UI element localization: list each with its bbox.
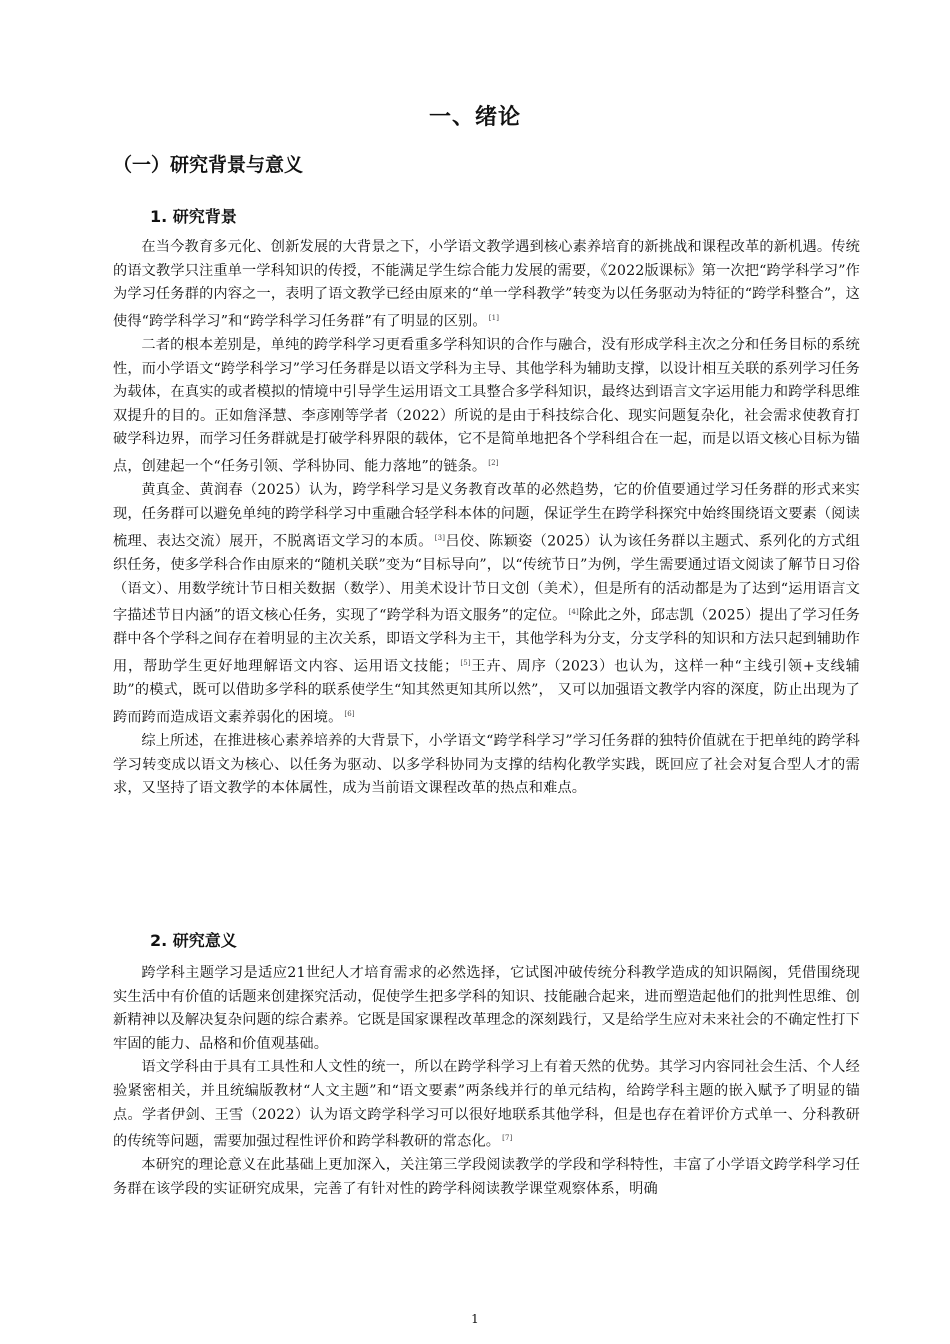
paragraph [113,962,860,1056]
paragraph [113,1056,860,1154]
paragraph-text: 本研究的理论意义在此基础上更加深入，关注第三学段阅读教学的学段和学科特性，丰富了小学语文跨学科学习任务群在该学段的实证研究成果，完善了有针对性的跨学科阅读教学课堂观察体系，明确 [113,1157,860,1198]
subsection-title-significance: 2. 研究意义 [150,931,237,950]
citation: [1] [488,313,500,322]
chapter-title: 一、绪论 [428,105,521,130]
paragraph-text: 在当今教育多元化、创新发展的大背景之下，小学语文教学遇到核心素养培育的新挑战和课程改革的新机遇。传统的语文教学只注重单一学科知识的传授，不能满足学生综合能力发展的需要，《2022版课标》第一次把“跨学科学习”作为学习任务群的内容之一，表明了语文教学已经由原来的“单一学科教学”转变为以任务驱动为特征的“跨学科整合”，这使得“跨学科学习”和“跨学科学习任务群”有了明显的区别。 [113,239,860,330]
citation: [5] [460,659,471,668]
page-number: 1 [471,1312,479,1326]
paragraph-text: 吕佼、陈颖姿（2025）认为该任务群以主题式、系列化的方式组织任务，使多学科合作由原来的“随机关联”变为“目标导向”，以“传统节日”为例，学生需要通过语文阅读了解节日习俗（语文）、用数学统计节日相关数据（数学）、用美术设计节日文创（美术），但是所有的活动都是为了达到“运用语言文字描述节日内涵”的语文核心任务，实现了“跨学科为语文服务”的定位。 [113,533,861,624]
paragraph [113,236,860,334]
paragraph [113,334,860,479]
paragraph [113,479,860,730]
paragraph-text: 王卉、周序（2023）也认为，这样一种“主线引领+支线辅助”的模式，既可以借助多学科的联系使学生“知其然更知其所以然”， 又可以加强语文教学内容的深度，防止出现为了跨而跨而造成语文素养弱化的困境。 [113,658,860,726]
paragraph [113,1154,860,1201]
citation: [2] [488,459,499,468]
paragraph-text: 语文学科由于具有工具性和人文性的统一，所以在跨学科学习上有着天然的优势。其学习内容同社会生活、个人经验紧密相关，并且统编版教材“人文主题”和“语文要素”两条线并行的单元结构，给跨学科主题的嵌入赋予了明显的锚点。学者伊剑、王雪（2022）认为语文跨学科学习可以很好地联系其他学科，但是也存在着评价方式单一、分科教研的传统等问题，需要加强过程性评价和跨学科教研的常态化。 [113,1059,860,1150]
background-body [113,236,860,801]
paragraph-text: 二者的根本差别是，单纯的跨学科学习更看重多学科知识的合作与融合，没有形成学科主次之分和任务目标的系统性，而小学语文“跨学科学习”学习任务群是以语文学科为主导、其他学科为辅助支撑，以设计相互关联的系列学习任务为载体，在真实的或者模拟的情境中引导学生运用语文工具整合多学科知识，最终达到语言文字运用能力和跨学科思维双提升的目的。正如詹泽慧、李彦刚等学者（2022）所说的是由于科技综合化、现实问题复杂化，社会需求使教育打破学科边界，而学习任务群就是打破学科界限的载体，它不是简单地把各个学科组合在一起，而是以语文核心目标为锚点，创建起一个“任务引领、学科协同、能力落地”的链条。 [113,337,860,475]
paragraph-text: 除此之外，邱志凯（2025）提出了学习任务群中各个学科之间存在着明显的主次关系，即语文学科为主干，其他学科为分支，分支学科的知识和方法只起到辅助作用，帮助学生更好地理解语文内容、运用语文技能； [113,607,860,675]
paragraph [113,730,860,801]
citation: [3] [434,533,446,542]
citation: [7] [502,1134,513,1143]
subsection-title-background: 1. 研究背景 [150,207,237,226]
significance-body [113,962,860,1202]
citation: [4] [568,608,579,617]
section-title: （一）研究背景与意义 [113,154,304,176]
citation: [6] [344,709,355,718]
paragraph-text: 跨学科主题学习是适应21世纪人才培育需求的必然选择，它试图冲破传统分科教学造成的知识隔阂，凭借围绕现实生活中有价值的话题来创建探究活动，促使学生把多学科的知识、技能融合起来，进而塑造起他们的批判性思维、创新精神以及解决复杂问题的综合素养。它既是国家课程改革理念的深刻践行，又是给学生应对未来社会的不确定性打下牢固的能力、品格和价值观基础。 [113,965,860,1052]
paragraph-text: 黄真金、黄润春（2025）认为，跨学科学习是义务教育改革的必然趋势，它的价值要通过学习任务群的形式来实现，任务群可以避免单纯的跨学科学习中重融合轻学科本体的问题，保证学生在跨学科探究中始终围绕语文要素（阅读梳理、表达交流）展开，不脱离语文学习的本质。 [113,482,860,550]
paragraph-text: 综上所述，在推进核心素养培养的大背景下，小学语文“跨学科学习”学习任务群的独特价值就在于把单纯的跨学科学习转变成以语文为核心、以任务为驱动、以多学科协同为支撑的结构化教学实践，既回应了社会对复合型人才的需求，又坚持了语文教学的本体属性，成为当前语文课程改革的热点和难点。 [113,733,860,797]
